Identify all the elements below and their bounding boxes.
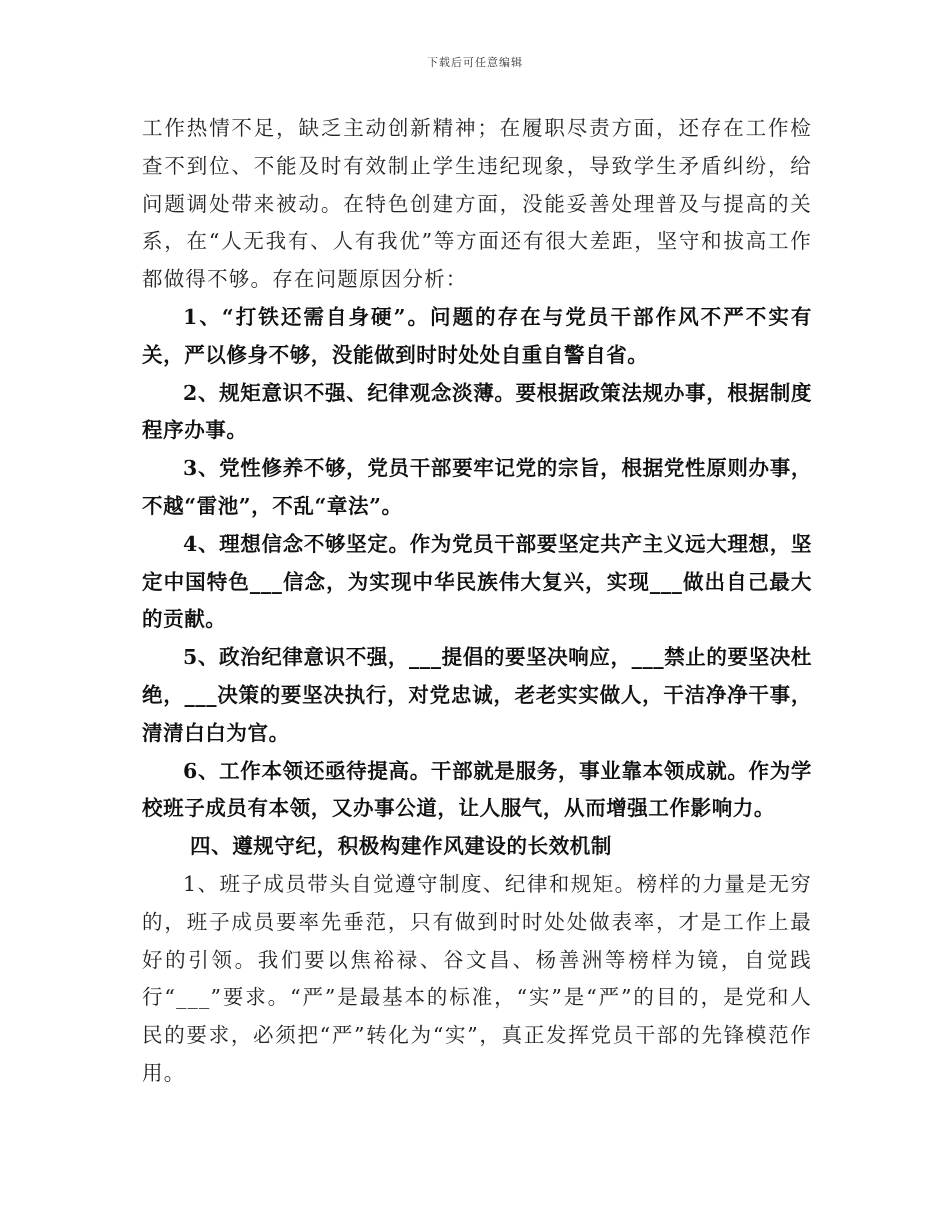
measure-1-body: 榜样的力量是无穷的，班子成员要率先垂范，只有做到时时处处做表率，才是工作上最好的引领。我们要以焦裕禄、谷文昌、杨善洲等榜样为镜，自觉践行“___”要求。“严”是最基本的标准，“实”是“严”的目的，是党和人民的要求，必须把“严”转化为“实”，真正发挥党员干部的先锋模范作用。 [142, 871, 812, 1085]
paragraph-intro: 工作热情不足，缺乏主动创新精神；在履职尽责方面，还存在工作检查不到位、不能及时有效制止学生违纪现象，导致学生矛盾纠纷，给问题调处带来被动。在特色创建方面，没能妥善处理普及与提高的关系，在“人无我有、人有我优”等方面还有很大差距，坚守和拔高工作都做得不够。存在问题原因分析： [142, 116, 812, 292]
paragraph-reason-4: 4、理想信念不够坚定。作为党员干部要坚定共产主义远大理想，坚定中国特色___信念，为实现中华民族伟大复兴，实现___做出自己最大的贡献。 [142, 531, 812, 632]
paragraph-reason-5: 5、政治纪律意识不强，___提倡的要坚决响应，___禁止的要坚决杜绝，___决策的要坚决执行，对党忠诚，老老实实做人，干洁净净干事，清清白白为官。 [142, 645, 812, 745]
paragraph-reason-6: 6、工作本领还亟待提高。干部就是服务，事业靠本领成就。作为学校班子成员有本领，又办事公道，让人服气，从而增强工作影响力。 [142, 758, 812, 821]
document-body [142, 110, 812, 1093]
section-heading-4: 四、遵规守纪，积极构建作风建设的长效机制 [190, 834, 612, 859]
paragraph-reason-1: 1、“打铁还需自身硬”。问题的存在与党员干部作风不严不实有关，严以修身不够，没能做到时时处处自重自警自省。 [142, 304, 812, 367]
paragraph-reason-2: 2、规矩意识不强、纪律观念淡薄。要根据政策法规办事，根据制度程序办事。 [142, 380, 812, 443]
paragraph-reason-3: 3、党性修养不够，党员干部要牢记党的宗旨，根据党性原则办事，不越“雷池”，不乱“章法”。 [142, 456, 812, 518]
header-note: 下载后可任意编辑 [427, 56, 523, 69]
measure-1-lead: 1、班子成员带头自觉遵守制度、纪律和规矩。 [183, 871, 637, 896]
paragraph-measure-1 [142, 866, 812, 1093]
